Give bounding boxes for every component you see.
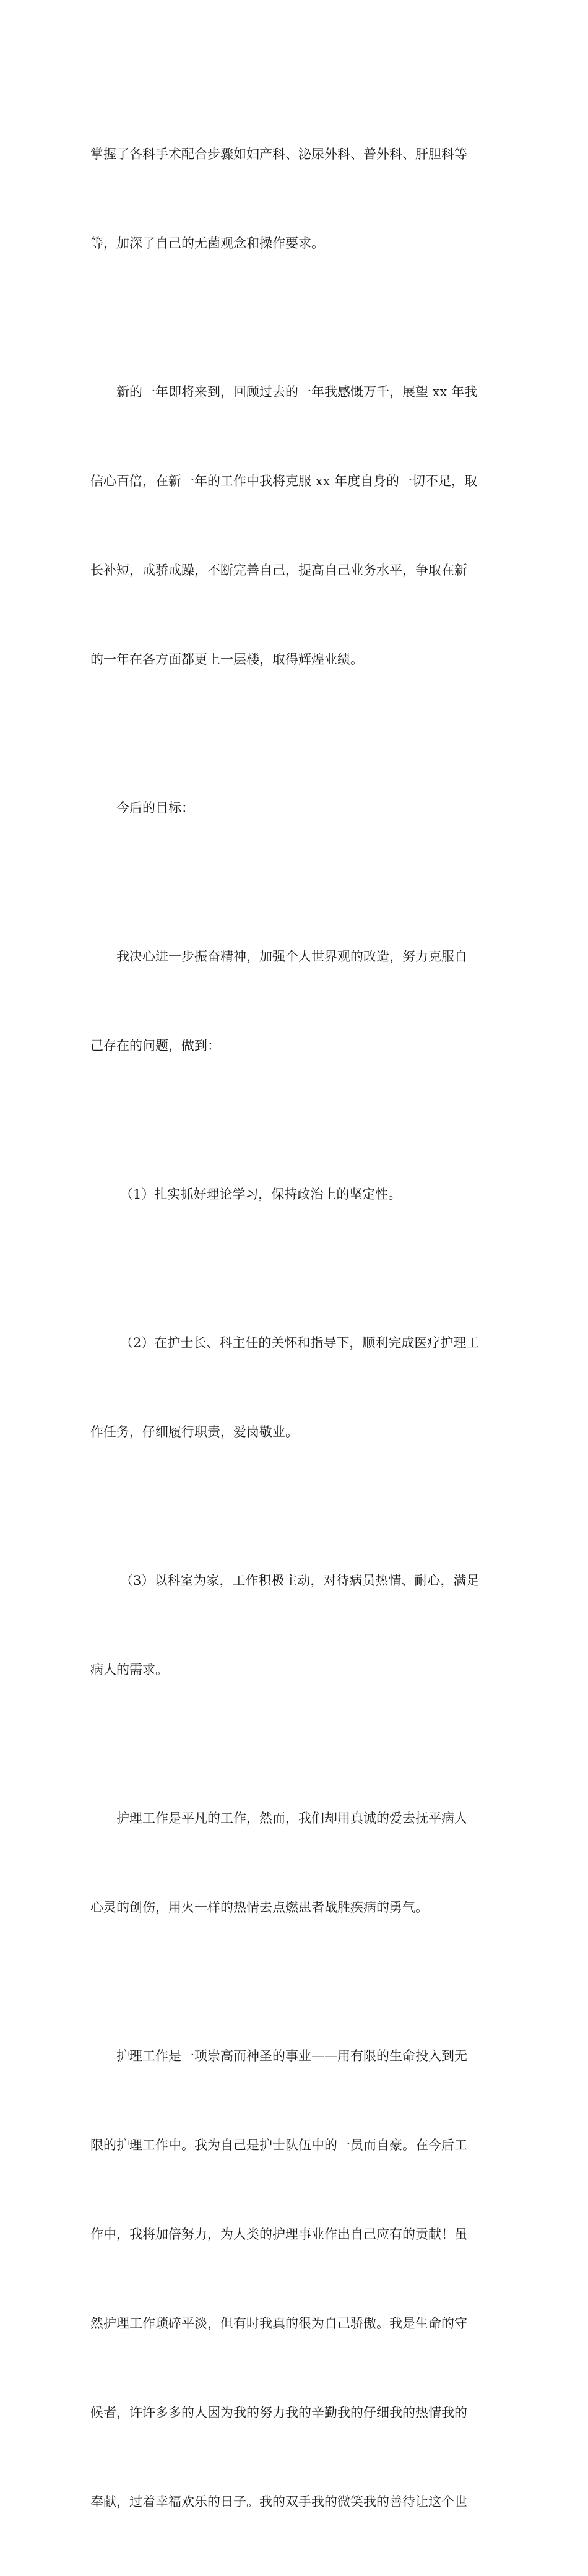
- text-line: 我决心进一步振奋精神，加强个人世界观的改造，努力克服自: [116, 949, 467, 964]
- paragraph-new-year: [90, 318, 501, 734]
- paragraph-resolve: [90, 882, 501, 1120]
- list-item-3: [90, 1506, 501, 1744]
- text-line: 护理工作是平凡的工作，然而，我们却用真诚的爱去抚平病人: [116, 1811, 467, 1826]
- text-line: （1）扎实抓好理论学习，保持政治上的坚定性。: [120, 1187, 402, 1202]
- text-line: （3）以科室为家，工作积极主动，对待病员热情、耐心，满足: [120, 1573, 480, 1588]
- paragraph-goals-heading: [90, 734, 501, 882]
- paragraph-skills: [90, 80, 501, 318]
- text-line: 己存在的问题，做到：: [90, 1038, 220, 1053]
- text-line: 作中，我将加倍努力，为人类的护理事业作出自己应有的贡献！虽: [90, 2227, 467, 2242]
- text-line: 护理工作是一项崇高而神圣的事业——用有限的生命投入到无: [116, 2049, 467, 2063]
- text-line: （2）在护士长、科主任的关怀和指导下，顺利完成医疗护理工: [120, 1335, 480, 1350]
- text-line: 奉献，过着幸福欢乐的日子。我的双手我的微笑我的善待让这个世: [90, 2494, 467, 2509]
- text-line: 病人的需求。: [90, 1662, 168, 1677]
- text-line: 心灵的创伤，用火一样的热情去点燃患者战胜疾病的勇气。: [90, 1900, 428, 1915]
- list-item-1: [90, 1120, 501, 1268]
- text-line: 等，加深了自己的无菌观念和操作要求。: [90, 236, 324, 251]
- text-line: 限的护理工作中。我为自己是护士队伍中的一员而自豪。在今后工: [90, 2138, 467, 2153]
- text-line: 信心百倍，在新一年的工作中我将克服 xx 年度自身的一切不足，取: [90, 474, 478, 488]
- paragraph-nursing-ordinary: [90, 1744, 501, 1982]
- text-line: 新的一年即将来到，回顾过去的一年我感慨万千，展望 xx 年我: [116, 384, 478, 399]
- text-line: 候者，许许多多的人因为我的努力我的辛勤我的仔细我的热情我的: [90, 2405, 467, 2420]
- text-line: 长补短，戒骄戒躁，不断完善自己，提高自己业务水平，争取在新: [90, 563, 467, 578]
- list-item-2: [90, 1268, 501, 1506]
- text-line: 的一年在各方面都更上一层楼，取得辉煌业绩。: [90, 652, 363, 667]
- document-body: [90, 80, 501, 2576]
- paragraph-nursing-noble: [90, 1982, 501, 2576]
- text-line: 掌握了各科手术配合步骤如妇产科、泌尿外科、普外科、肝胆科等: [90, 147, 467, 162]
- text-line: 作任务，仔细履行职责，爱岗敬业。: [90, 1425, 298, 1439]
- text-line: 今后的目标：: [116, 800, 194, 815]
- text-line: 然护理工作琐碎平淡，但有时我真的很为自己骄傲。我是生命的守: [90, 2316, 467, 2331]
